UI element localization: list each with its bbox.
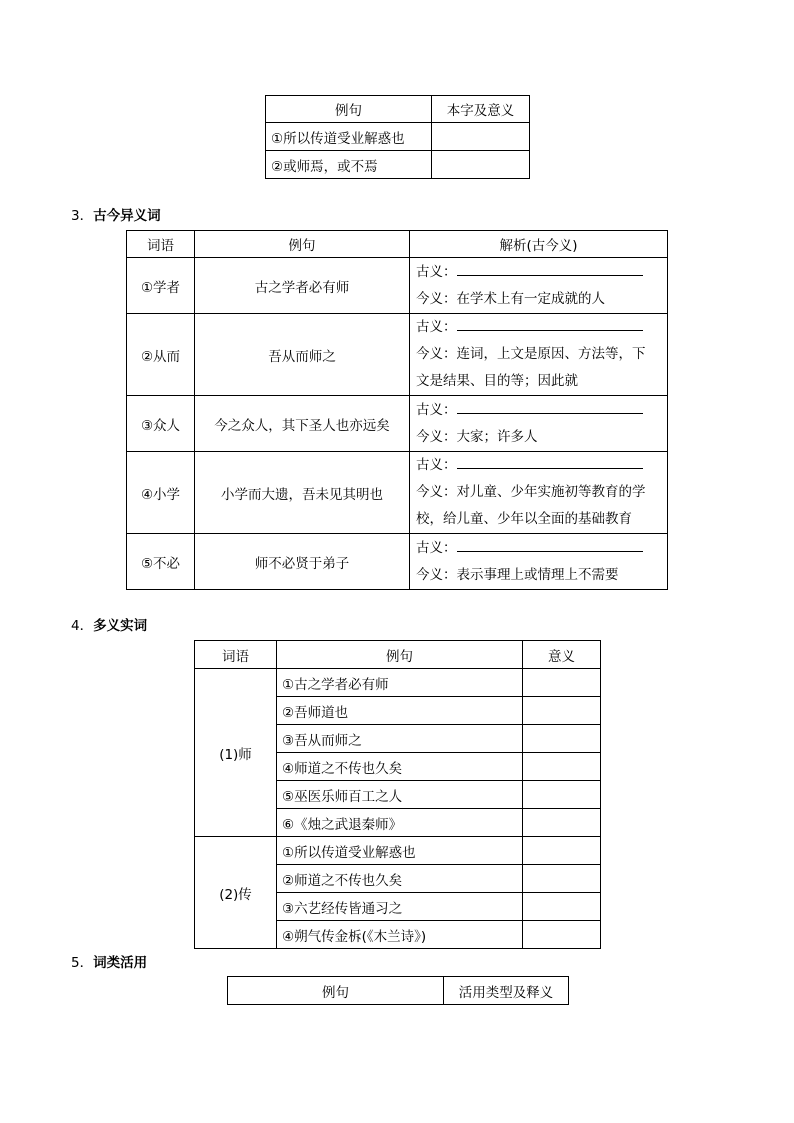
modern-meaning: 今义：在学术上有一定成就的人 bbox=[416, 290, 605, 307]
example-cell: ④师道之不传也久矣 bbox=[277, 753, 523, 781]
header-meaning: 本字及意义 bbox=[432, 96, 530, 123]
modern-meaning: 今义：对儿童、少年实施初等教育的学 bbox=[416, 484, 646, 500]
answer-cell[interactable] bbox=[523, 921, 601, 949]
example-cell: 小学而大遗，吾未见其明也 bbox=[195, 452, 410, 534]
table-cell: ②或师焉，或不焉 bbox=[266, 151, 432, 179]
example-cell: ⑥《烛之武退秦师》 bbox=[277, 809, 523, 837]
gu-label: 古义： bbox=[416, 263, 457, 280]
answer-cell[interactable] bbox=[523, 753, 601, 781]
header-example: 例句 bbox=[266, 96, 432, 123]
modern-meaning: 今义：大家；许多人 bbox=[416, 428, 538, 445]
example-cell: ③吾从而师之 bbox=[277, 725, 523, 753]
word-cell: ②从而 bbox=[127, 314, 195, 396]
section-4-heading bbox=[71, 614, 147, 634]
example-cell: 古之学者必有师 bbox=[195, 258, 410, 314]
word-cell: ①学者 bbox=[127, 258, 195, 314]
section-5-heading bbox=[71, 951, 147, 971]
analysis-cell bbox=[410, 258, 668, 314]
answer-blank[interactable] bbox=[457, 261, 643, 276]
table-huoyong bbox=[227, 976, 569, 1005]
answer-cell[interactable] bbox=[523, 669, 601, 697]
answer-cell[interactable] bbox=[523, 809, 601, 837]
example-cell: 吾从而师之 bbox=[195, 314, 410, 396]
gu-label: 古义： bbox=[416, 319, 457, 335]
modern-meaning: 今义：表示事理上或情理上不需要 bbox=[416, 566, 619, 583]
header-example: 例句 bbox=[195, 231, 410, 258]
example-cell: ⑤巫医乐师百工之人 bbox=[277, 781, 523, 809]
section-title: 词类活用 bbox=[93, 955, 148, 971]
section-number: 3． bbox=[71, 208, 94, 224]
header-analysis: 解析(古今义) bbox=[410, 231, 668, 258]
analysis-cell bbox=[410, 396, 668, 452]
section-title: 古今异义词 bbox=[93, 208, 161, 224]
header-type: 活用类型及释义 bbox=[444, 977, 569, 1005]
section-3-heading bbox=[71, 204, 161, 224]
example-cell: ②师道之不传也久矣 bbox=[277, 865, 523, 893]
table-duoyi bbox=[194, 640, 601, 949]
header-word: 词语 bbox=[195, 641, 277, 669]
answer-cell[interactable] bbox=[523, 697, 601, 725]
answer-blank[interactable] bbox=[457, 454, 643, 469]
gu-label: 古义： bbox=[416, 539, 457, 556]
gu-label: 古义： bbox=[416, 401, 457, 418]
answer-cell[interactable] bbox=[523, 725, 601, 753]
analysis-cell bbox=[410, 452, 668, 534]
section-number: 5． bbox=[71, 955, 94, 971]
table-cell: ①所以传道受业解惑也 bbox=[266, 123, 432, 151]
example-cell: ④朔气传金柝(《木兰诗》) bbox=[277, 921, 523, 949]
word-cell: ④小学 bbox=[127, 452, 195, 534]
header-word: 词语 bbox=[127, 231, 195, 258]
modern-meaning-cont: 校，给儿童、少年以全面的基础教育 bbox=[416, 511, 632, 527]
section-number: 4． bbox=[71, 618, 94, 634]
section-title: 多义实词 bbox=[93, 618, 148, 634]
answer-cell[interactable] bbox=[523, 837, 601, 865]
answer-cell[interactable] bbox=[432, 123, 530, 151]
word-cell: ③众人 bbox=[127, 396, 195, 452]
modern-meaning: 今义：连词，上文是原因、方法等，下 bbox=[416, 346, 646, 362]
example-cell: 师不必贤于弟子 bbox=[195, 534, 410, 590]
word-cell: (1)师 bbox=[195, 669, 277, 837]
analysis-cell bbox=[410, 314, 668, 396]
example-cell: ①古之学者必有师 bbox=[277, 669, 523, 697]
header-meaning: 意义 bbox=[523, 641, 601, 669]
example-cell: 今之众人，其下圣人也亦远矣 bbox=[195, 396, 410, 452]
table-benzi bbox=[265, 95, 530, 179]
table-gujin bbox=[126, 230, 668, 590]
header-example: 例句 bbox=[277, 641, 523, 669]
answer-cell[interactable] bbox=[432, 151, 530, 179]
example-cell: ③六艺经传皆通习之 bbox=[277, 893, 523, 921]
answer-blank[interactable] bbox=[457, 537, 643, 552]
answer-cell[interactable] bbox=[523, 781, 601, 809]
modern-meaning-cont: 文是结果、目的等；因此就 bbox=[416, 373, 578, 389]
header-example: 例句 bbox=[228, 977, 444, 1005]
analysis-cell bbox=[410, 534, 668, 590]
example-cell: ①所以传道受业解惑也 bbox=[277, 837, 523, 865]
answer-blank[interactable] bbox=[457, 316, 643, 331]
answer-cell[interactable] bbox=[523, 893, 601, 921]
word-cell: (2)传 bbox=[195, 837, 277, 949]
gu-label: 古义： bbox=[416, 457, 457, 473]
example-cell: ②吾师道也 bbox=[277, 697, 523, 725]
answer-blank[interactable] bbox=[457, 399, 643, 414]
word-cell: ⑤不必 bbox=[127, 534, 195, 590]
answer-cell[interactable] bbox=[523, 865, 601, 893]
